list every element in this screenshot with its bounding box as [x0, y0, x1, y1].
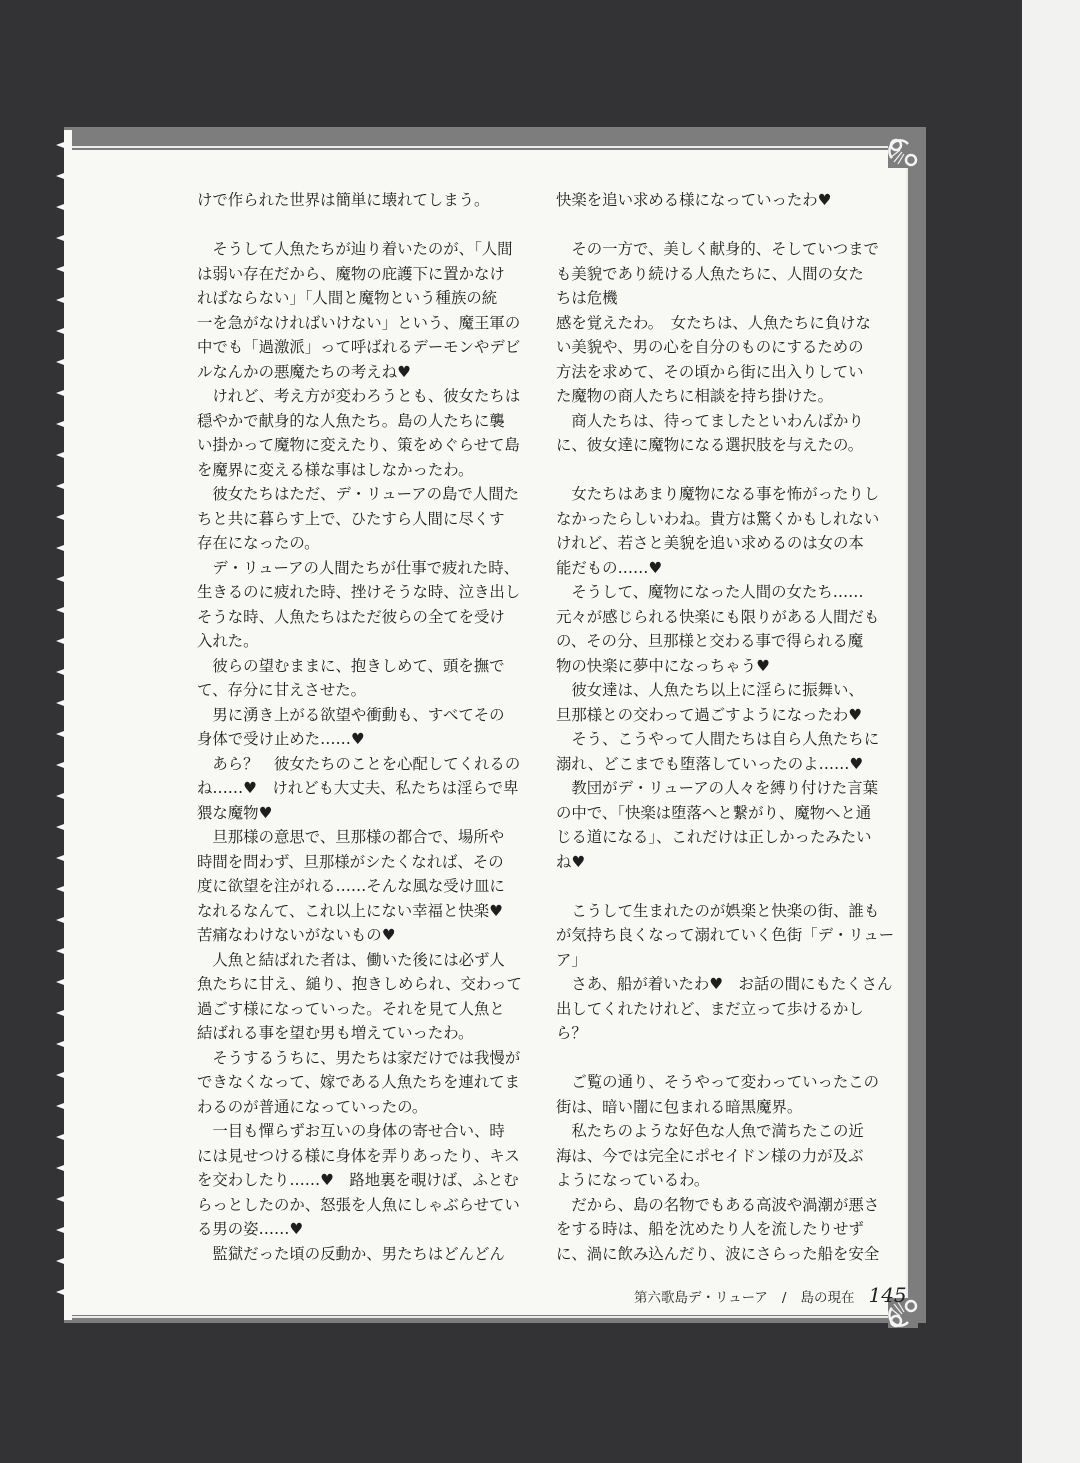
text-line [556, 874, 886, 899]
corner-ornament-icon [886, 136, 920, 170]
running-footer [634, 1283, 907, 1307]
text-line: 魚たちに甘え、縋り、抱きしめられ、交わって [197, 975, 522, 993]
text-line: そうな時、人魚たちはただ彼らの全てを受け [197, 607, 505, 626]
text-line: い掛かって魔物に変えたり、策をめぐらせて島 [197, 436, 520, 454]
text-line: その一方で、美しく献身的、そしていつまで [556, 240, 879, 258]
text-line: こうして生まれたのが娯楽と快楽の街、誰も [556, 901, 880, 920]
text-line: には見せつける様に身体を弄りあったり、キス [197, 1146, 520, 1165]
text-line: らっとしたのか、怒張を人魚にしゃぶらせてい [197, 1195, 520, 1214]
text-line: 教団がデ・リューアの人々を縛り付けた言葉 [556, 779, 878, 797]
text-line: ね……♥ けれども大丈夫、私たちは淫らで卑 [197, 779, 519, 797]
text-column-left [197, 188, 527, 1266]
text-line: そう、こうやって人間たちは自ら人魚たちに [556, 730, 880, 748]
text-line [556, 458, 886, 483]
text-line: 快楽を追い求める様になっていったわ♥ [556, 191, 832, 209]
text-line: を魔界に変える様な事はしなかったわ。 [197, 460, 474, 479]
footer-section: 島の現在 [800, 1290, 855, 1306]
text-line: わるのが普通になっていったの。 [197, 1097, 428, 1116]
text-line [556, 213, 886, 238]
text-line: けれど、若さと美貌を追い求めるのは女の本 [556, 534, 864, 552]
text-line [556, 1046, 886, 1071]
text-line: 一目も憚らずお互いの身体の寄せ合い、時 [197, 1122, 505, 1140]
text-line: 彼女達は、人魚たち以上に淫らに振舞い、 [556, 681, 864, 699]
text-line: は弱い存在だから、魔物の庇護下に置かなけ [197, 264, 505, 283]
text-line: 出してくれたけれど、まだ立って歩けるかし [556, 999, 864, 1018]
text-line: そうするうちに、男たちは家だけでは我慢が [197, 1048, 521, 1067]
text-line: じる道になる」、これだけは正しかったみたい [556, 828, 872, 846]
text-line: 旦那様との交わって過ごすようになったわ♥ [556, 705, 863, 724]
text-line: 溺れ、どこまでも堕落していったのよ……♥ [556, 754, 864, 773]
text-line: なかったらしいわね。貴方は驚くかもしれない [556, 509, 880, 528]
text-line: ア」 [556, 950, 587, 969]
text-line: を交わしたり……♥ 路地裏を覗けば、ふとむ [197, 1171, 519, 1189]
text-line: ら？ [556, 1024, 587, 1042]
text-line: 海は、今では完全にポセイドン様の力が及ぶ [556, 1146, 864, 1165]
text-line: 旦那様の意思で、旦那様の都合で、場所や [197, 828, 505, 846]
text-line: そうして、魔物になった人間の女たち…… [556, 583, 864, 601]
text-line: の中で、「快楽は堕落へと繋がり、魔物へと通 [556, 803, 872, 822]
text-line: 感を覚えたわ。 女たちは、人魚たちに負けな [556, 313, 871, 332]
text-line: 男に湧き上がる欲望や衝動も、すべてその [197, 705, 505, 724]
text-line: 一を急がなければいけない」という、魔王軍の [197, 313, 521, 332]
text-line: 苦痛なわけないがないもの♥ [197, 926, 396, 944]
text-line: なれるなんて、これ以上にない幸福と快楽♥ [197, 901, 503, 920]
text-line: 過ごす様になっていった。それを見て人魚と [197, 999, 505, 1018]
text-line: 商人たちは、待ってましたといわんばかり [556, 411, 864, 430]
text-line: 度に欲望を注がれる……そんな風な受け皿に [197, 877, 505, 895]
text-line: ルなんかの悪魔たちの考えね♥ [197, 362, 411, 381]
page-number: 145 [868, 1283, 907, 1307]
text-line: 物の快楽に夢中になっちゃう♥ [556, 656, 770, 675]
text-line: 彼らの望むままに、抱きしめて、頭を撫で [197, 656, 505, 675]
frame-inner-line [906, 146, 908, 1316]
text-line: デ・リューアの人間たちが仕事で疲れた時、 [197, 558, 519, 577]
text-column-right [556, 188, 895, 1266]
footer-chapter: 第六歌島デ・リューア [634, 1290, 768, 1306]
text-line: 方法を求めて、その頃から街に出入りしてい [556, 362, 864, 381]
text-line: て、存分に甘えさせた。 [197, 681, 366, 699]
text-line: ようになっているわ。 [556, 1171, 710, 1189]
text-line: 街は、暗い闇に包まれる暗黒魔界。 [556, 1097, 803, 1116]
text-line: い美貌や、男の心を自分のものにするための [556, 338, 864, 356]
text-line: ご覧の通り、そうやって変わっていったこの [556, 1073, 880, 1091]
text-line: 元々が感じられる快楽にも限りがある人間だも [556, 607, 880, 626]
text-line: ちは危機 [556, 289, 618, 307]
text-line: 存在になったの。 [197, 534, 320, 552]
text-line: けで作られた世界は簡単に壊れてしまう。 [197, 191, 490, 209]
text-line: 穏やかで献身的な人魚たち。島の人たちに襲 [197, 411, 505, 430]
text-line: 監獄だった頃の反動か、男たちはどんどん [197, 1244, 505, 1263]
text-line: 猥な魔物♥ [197, 803, 273, 822]
perforated-edge [56, 130, 72, 1320]
scanner-bed-edge [1022, 0, 1080, 1463]
text-line: だから、島の名物でもある高波や渦潮が悪さ [556, 1195, 880, 1214]
text-line: が気持ち良くなって溺れていく色街「デ・リュー [556, 926, 895, 944]
text-line: ちと共に暮らす上で、ひたすら人間に尽くす [197, 509, 505, 528]
text-line: 中でも「過激派」って呼ばれるデーモンやデビ [197, 338, 521, 356]
text-line: に、渦に飲み込んだり、波にさらった船を安全 [556, 1244, 880, 1263]
text-line: 時間を問わず、旦那様がシたくなれば、その [197, 852, 504, 871]
text-line: ればならない」「人間と魔物という種族の統 [197, 289, 498, 307]
perforation-notches [56, 130, 72, 1320]
text-line: あら？ 彼女たちのことを心配してくれるの [197, 754, 521, 773]
text-line: ね♥ [556, 852, 586, 871]
text-line [197, 213, 527, 238]
text-line: できなくなって、嫁である人魚たちを連れてま [197, 1073, 520, 1091]
text-line: けれど、考え方が変わろうとも、彼女たちは [197, 387, 521, 405]
text-line: 結ばれる事を望む男も増えていったわ。 [197, 1024, 474, 1042]
frame-inner-line [64, 146, 906, 148]
text-line: た魔物の商人たちに相談を持ち掛けた。 [556, 387, 834, 405]
text-line: 私たちのような好色な人魚で満ちたこの近 [556, 1122, 864, 1140]
text-line: をする時は、船を沈めたり人を流したりせず [556, 1220, 864, 1238]
text-line: に、彼女達に魔物になる選択肢を与えたの。 [556, 436, 864, 454]
text-line: 入れた。 [197, 632, 259, 650]
text-line: さあ、船が着いたわ♥ お話の間にもたくさん [556, 975, 893, 993]
text-line: そうして人魚たちが辿り着いたのが、「人間 [197, 240, 513, 258]
text-line: も美貌であり続ける人魚たちに、人間の女た [556, 264, 864, 283]
text-line: 彼女たちはただ、デ・リューアの島で人間た [197, 485, 519, 503]
text-line: る男の姿……♥ [197, 1220, 304, 1238]
footer-separator: / [781, 1290, 787, 1306]
text-line: 身体で受け止めた……♥ [197, 730, 365, 748]
text-line: の、その分、旦那様と交わる事で得られる魔 [556, 632, 864, 650]
text-line: 能だもの……♥ [556, 558, 663, 577]
text-line: 人魚と結ばれた者は、働いた後には必ず人 [197, 950, 505, 969]
frame-inner-line [64, 1316, 908, 1318]
text-line: 生きるのに疲れた時、挫けそうな時、泣き出し [197, 583, 521, 601]
text-line: 女たちはあまり魔物になる事を怖がったりし [556, 485, 880, 503]
